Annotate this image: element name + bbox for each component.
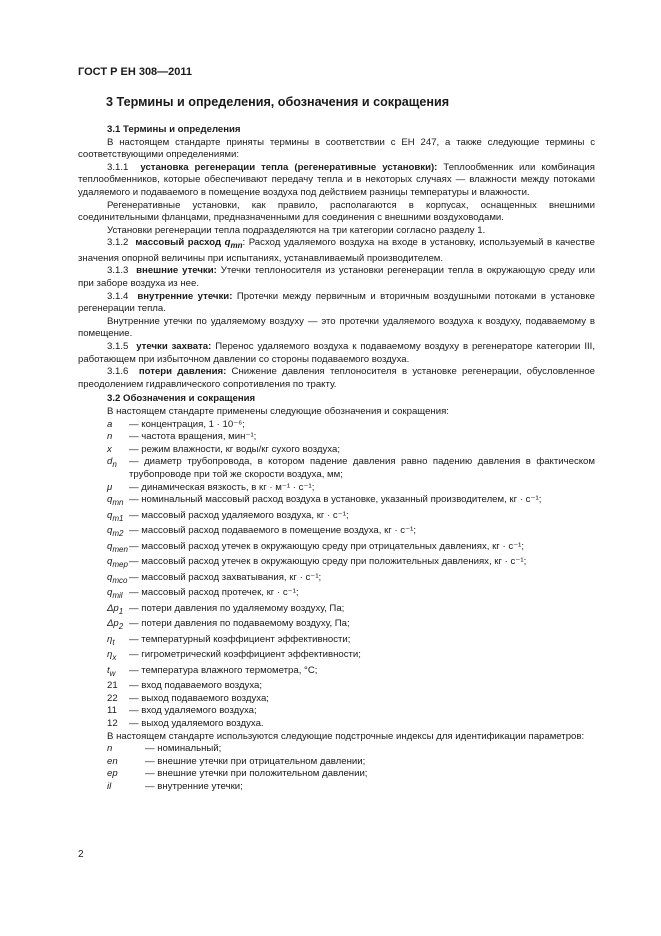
symbol: $\Delta p_1$ xyxy=(107,602,124,616)
symbol-definition: — потери давления по подаваемому воздуху, Па; xyxy=(129,618,350,630)
symbol-row xyxy=(78,680,595,693)
subscript-definition: — номинальный; xyxy=(145,743,222,755)
symbol-definition: — номинальный массовый расход воздуха в установке, указанный производителем, кг · с⁻¹; xyxy=(129,494,542,506)
symbol-row xyxy=(78,541,595,557)
symbol-definition: — режим влажности, кг воды/кг сухого воздуха; xyxy=(129,443,340,455)
symbol-row xyxy=(78,494,595,510)
subscript-row xyxy=(78,768,595,781)
symbol-definition: — частота вращения, мин⁻¹; xyxy=(129,431,257,443)
symbol-row xyxy=(78,431,595,444)
symbol: $\eta_x$ xyxy=(107,649,117,663)
term-3-1-2: 3.1.2 массовый расход $q_{mn}$: Расход удаляемого воздуха на входе в установку, используемый в качестве значения опорной величины при испытаниях, устанавливаемый производителем. xyxy=(78,237,595,264)
symbol: $q_{m1}$ xyxy=(107,509,124,523)
symbol-row xyxy=(78,693,595,706)
symbol: $q_{mep}$ xyxy=(107,556,128,570)
symbol: a xyxy=(107,418,113,430)
symbol-row xyxy=(78,618,595,634)
symbol: x xyxy=(107,443,112,455)
subscript-definition: — внутренние утечки; xyxy=(145,780,243,792)
section-title: 3 Термины и определения, обозначения и сокращения xyxy=(106,95,450,109)
subscript-definition: — внешние утечки при положительном давлении; xyxy=(145,768,368,780)
symbol-definition: — выход подаваемого воздуха; xyxy=(129,692,269,704)
symbols-list xyxy=(78,419,595,731)
subscript-symbol: n xyxy=(107,743,113,755)
subscript-symbol: en xyxy=(107,755,118,767)
symbol-row xyxy=(78,634,595,650)
term-3-1-3: 3.1.3 внешние утечки: Утечки теплоносителя из установки регенерации тепла в окружающую среду или при заборе воздуха из нее. xyxy=(78,265,595,290)
symbol-row xyxy=(78,444,595,457)
term-3-1-5: 3.1.5 утечки захвата: Перенос удаляемого воздуха к подаваемому воздуху в регенераторе категории III, работающем при избыточном давлении со стороны подаваемого воздуха. xyxy=(78,341,595,365)
symbol: $\eta_t$ xyxy=(107,633,115,647)
symbol-definition: — вход подаваемого воздуха; xyxy=(129,680,263,692)
page-number: 2 xyxy=(78,849,84,860)
symbol-definition: — температура влажного термометра, °С; xyxy=(129,664,318,676)
symbol-definition: — концентрация, 1 · 10⁻⁶; xyxy=(129,418,245,430)
symbol: 11 xyxy=(107,705,117,717)
symbol-row xyxy=(78,572,595,588)
paragraph: Регенеративные установки, как правило, располагаются в корпусах, оснащенных внешними соединительными фланцами, предназначенными для соединения с внешними воздуховодами. xyxy=(78,199,595,224)
symbol-row xyxy=(78,705,595,718)
symbol-row xyxy=(78,556,595,572)
symbol-row xyxy=(78,482,595,495)
symbol-definition: — гигрометрический коэффициент эффективности; xyxy=(129,649,361,661)
paragraph: В настоящем стандарте используются следующие подстрочные индексы для идентификации параметров: xyxy=(107,730,585,742)
subsection-title-3-2: 3.2 Обозначения и сокращения xyxy=(107,393,256,405)
symbol: 21 xyxy=(107,680,118,692)
symbol: $q_{men}$ xyxy=(107,540,128,554)
symbol-definition: — массовый расход протечек, кг · с⁻¹; xyxy=(129,587,299,599)
symbol-definition: — массовый расход удаляемого воздуха, кг · с⁻¹; xyxy=(129,509,349,521)
symbol-definition: — массовый расход захватывания, кг · с⁻¹; xyxy=(129,571,322,583)
symbol: μ xyxy=(107,481,113,493)
symbol-definition: — динамическая вязкость, в кг · м⁻¹ · с⁻¹; xyxy=(129,481,315,493)
symbol-definition: — массовый расход подаваемого в помещение воздуха, кг · с⁻¹; xyxy=(129,525,417,537)
paragraph: В настоящем стандарте применены следующие обозначения и сокращения: xyxy=(107,405,449,417)
symbol: $q_{mco}$ xyxy=(107,571,128,585)
term-3-1-1: 3.1.1 установка регенерации тепла (регенеративные установки): Теплообменник или комбинация теплообменников, которые обеспечивают передачу тепла и в некоторых случаях — влажности между потоками удаляемого и подаваемого в помещение воздуха под действием разницы температуры и влажности. xyxy=(78,161,595,198)
symbol-definition: — вход удаляемого воздуха; xyxy=(129,705,257,717)
symbol: $t_w$ xyxy=(107,664,116,678)
subscript-definition: — внешние утечки при отрицательном давлении; xyxy=(145,755,366,767)
symbol-row xyxy=(78,649,595,665)
paragraph: Внутренние утечки по удаляемому воздуху — это протечки удаляемого воздуха к воздуху, подаваемому в помещение. xyxy=(78,315,595,340)
subsection-title-3-1: 3.1 Термины и определения xyxy=(107,124,241,135)
symbol-row xyxy=(78,603,595,619)
paragraph: Установки регенерации тепла подразделяются на три категории согласно разделу 1. xyxy=(107,224,486,236)
subscripts-list xyxy=(78,743,595,793)
symbol-definition: — массовый расход утечек в окружающую среду при отрицательных давлениях, кг · с⁻¹; xyxy=(129,540,525,552)
symbol-row xyxy=(78,665,595,681)
term-3-1-6: 3.1.6 потери давления: Снижение давления теплоносителя в установке регенерации, обусловленное преодолением гидравлического сопротивления по тракту. xyxy=(78,366,595,390)
symbol-definition: — диаметр трубопровода, в котором падение давления равно падению давления в фактическом трубопроводе при той же скорости воздуха, мм; xyxy=(129,456,595,480)
paragraph: В настоящем стандарте приняты термины в соответствии с ЕН 247, а также следующие термины с соответствующими определениями: xyxy=(78,136,595,161)
symbol-row xyxy=(78,525,595,541)
term-3-1-4: 3.1.4 внутренние утечки: Протечки между первичным и вторичным воздушными потоками в установке регенерации тепла. xyxy=(78,290,595,315)
subscript-symbol: il xyxy=(107,780,112,792)
symbol-row xyxy=(78,587,595,603)
symbol-row xyxy=(78,419,595,432)
symbol-definition: — выход удаляемого воздуха. xyxy=(129,717,264,729)
symbol: n xyxy=(107,431,113,443)
symbol: 22 xyxy=(107,692,118,704)
symbol: 12 xyxy=(107,717,118,729)
symbol-definition: — массовый расход утечек в окружающую среду при положительных давлениях, кг · с⁻¹; xyxy=(129,556,527,568)
subscript-row xyxy=(78,743,595,756)
symbol-definition: — потери давления по удаляемому воздуху, Па; xyxy=(129,602,345,614)
symbol-row xyxy=(78,718,595,731)
subscript-row xyxy=(78,756,595,769)
symbol-row xyxy=(78,510,595,526)
subscript-symbol: ep xyxy=(107,768,118,780)
symbol: $d_n$ xyxy=(107,456,117,470)
symbol: $q_{mn}$ xyxy=(107,494,124,508)
symbol-row xyxy=(78,456,595,481)
symbol: $\Delta p_2$ xyxy=(107,618,124,632)
content xyxy=(78,95,595,793)
subscript-row xyxy=(78,781,595,794)
document-header: ГОСТ Р ЕН 308—2011 xyxy=(78,66,193,78)
symbol-definition: — температурный коэффициент эффективности; xyxy=(129,633,351,645)
symbol: $q_{mil}$ xyxy=(107,587,123,601)
symbol: $q_{m2}$ xyxy=(107,525,124,539)
